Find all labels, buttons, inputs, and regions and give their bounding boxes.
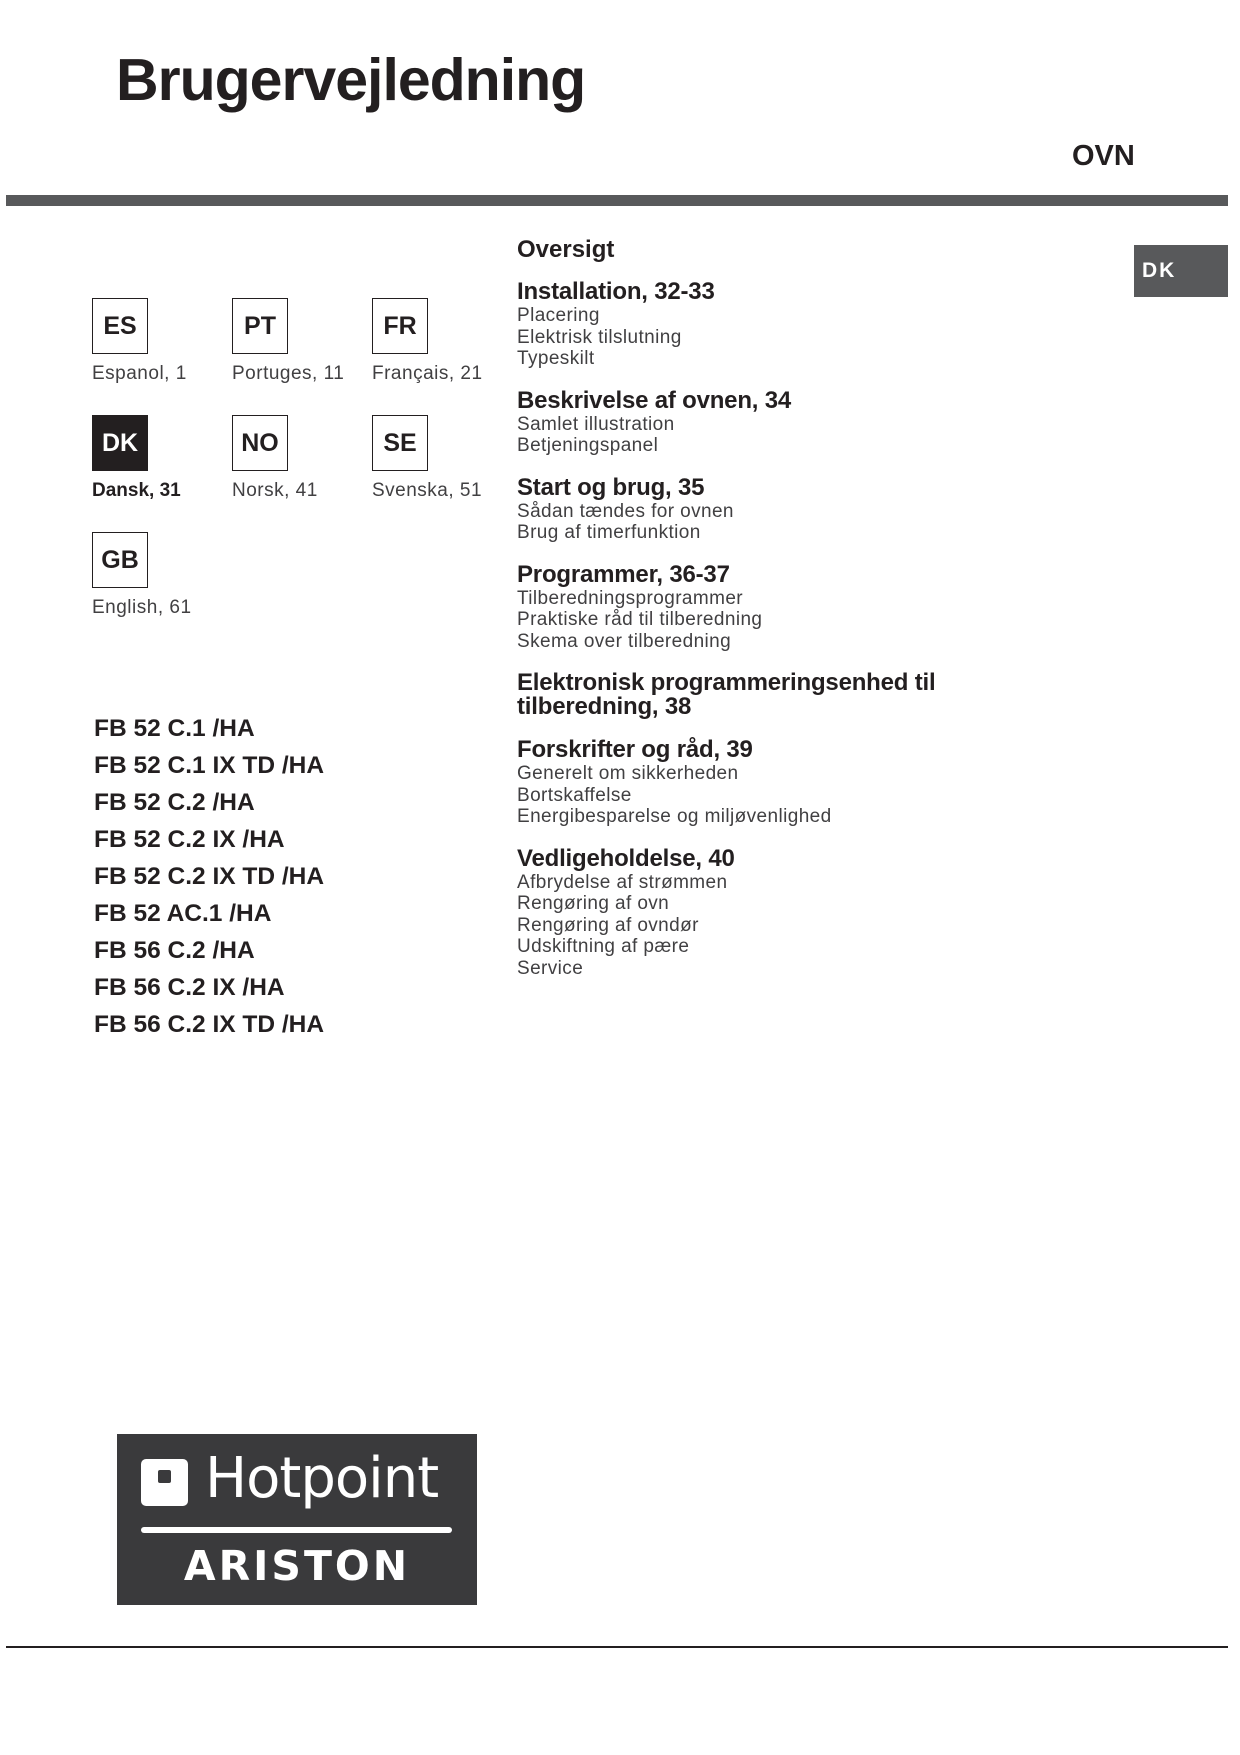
toc-section (517, 844, 1077, 980)
toc-item[interactable]: Afbrydelse af strømmen (517, 871, 728, 893)
language-code-box: NO (232, 415, 288, 471)
toc-item[interactable]: Skema over tilberedning (517, 630, 732, 652)
language-code-box: PT (232, 298, 288, 354)
toc-item[interactable]: Brug af timerfunktion (517, 522, 701, 543)
model-number: FB 56 C.2 /HA (94, 937, 255, 964)
model-number: FB 52 C.2 IX TD /HA (94, 863, 325, 890)
model-number: FB 52 C.2 IX /HA (94, 826, 285, 853)
toc-item[interactable]: Sådan tændes for ovnen (517, 500, 734, 522)
toc-heading: Oversigt (517, 236, 615, 263)
language-code-box: ES (92, 298, 148, 354)
language-entry-fr[interactable] (372, 298, 522, 385)
language-entry-se[interactable] (372, 415, 522, 502)
toc-item[interactable]: Samlet illustration (517, 413, 675, 435)
language-label: Svenska, 51 (372, 480, 483, 501)
model-list (94, 710, 324, 1043)
language-code-box: DK (92, 415, 148, 471)
toc-section (517, 671, 1077, 719)
language-entry-es[interactable] (92, 298, 242, 385)
toc-section-title[interactable]: Vedligeholdelse, 40 (517, 844, 735, 872)
toc-item[interactable]: Generelt om sikkerheden (517, 763, 739, 784)
toc-section-title[interactable]: Forskrifter og råd, 39 (517, 736, 753, 763)
page-title: Brugervejledning (116, 47, 586, 113)
toc-section-title[interactable]: Elektronisk programmeringsenhed til tilberedning, 38 (517, 669, 936, 720)
toc-item[interactable]: Bortskaffelse (517, 784, 632, 806)
product-type: OVN (1072, 140, 1135, 172)
language-entry-no[interactable] (232, 415, 382, 502)
language-label: Espanol, 1 (92, 363, 187, 384)
model-number: FB 56 C.2 IX /HA (94, 974, 285, 1001)
language-label: Français, 21 (372, 363, 483, 384)
toc-item[interactable]: Service (517, 957, 584, 979)
toc-item[interactable]: Elektrisk tilslutning (517, 326, 682, 348)
toc-item[interactable]: Typeskilt (517, 348, 595, 369)
table-of-contents (517, 236, 1077, 998)
toc-item[interactable]: Rengøring af ovndør (517, 914, 699, 936)
toc-item[interactable]: Praktiske råd til tilberedning (517, 609, 763, 630)
toc-sections (517, 280, 1077, 979)
hotpoint-ariston-logo (117, 1434, 477, 1605)
header-divider (6, 195, 1228, 206)
logo-divider (141, 1527, 452, 1533)
language-tab: DK (1134, 245, 1228, 297)
toc-section (517, 386, 1077, 457)
language-label: Norsk, 41 (232, 480, 318, 501)
toc-item[interactable]: Tilberedningsprogrammer (517, 587, 744, 609)
toc-section (517, 280, 1077, 370)
model-number: FB 52 C.1 IX TD /HA (94, 752, 325, 779)
language-code-box: GB (92, 532, 148, 588)
language-label: Dansk, 31 (92, 480, 181, 501)
toc-item[interactable]: Rengøring af ovn (517, 893, 670, 914)
language-label: Portuges, 11 (232, 363, 345, 384)
language-code-box: SE (372, 415, 428, 471)
toc-section-title[interactable]: Start og brug, 35 (517, 473, 705, 501)
logo-sub-text: ARISTON (183, 1542, 411, 1590)
brand-mark-icon (141, 1459, 188, 1506)
toc-section-title[interactable]: Programmer, 36-37 (517, 560, 730, 588)
footer-divider (6, 1646, 1228, 1648)
model-number: FB 52 C.1 /HA (94, 715, 255, 742)
logo-brand-text: Hotpoint (205, 1446, 439, 1511)
toc-section (517, 473, 1077, 544)
toc-section-title[interactable]: Beskrivelse af ovnen, 34 (517, 386, 792, 414)
language-code-box: FR (372, 298, 428, 354)
toc-item[interactable]: Betjeningspanel (517, 435, 659, 456)
toc-item[interactable]: Placering (517, 305, 600, 326)
language-entry-pt[interactable] (232, 298, 382, 385)
language-label: English, 61 (92, 597, 192, 618)
toc-section-title[interactable]: Installation, 32-33 (517, 278, 715, 305)
model-number: FB 52 C.2 /HA (94, 789, 255, 816)
toc-section (517, 560, 1077, 653)
toc-item[interactable]: Udskiftning af pære (517, 936, 690, 957)
toc-section (517, 738, 1077, 828)
toc-item[interactable]: Energibesparelse og miljøvenlighed (517, 806, 832, 827)
language-entry-gb[interactable] (92, 532, 242, 619)
language-entry-dk[interactable] (92, 415, 242, 502)
model-number: FB 56 C.2 IX TD /HA (94, 1011, 325, 1038)
model-number: FB 52 AC.1 /HA (94, 900, 272, 927)
